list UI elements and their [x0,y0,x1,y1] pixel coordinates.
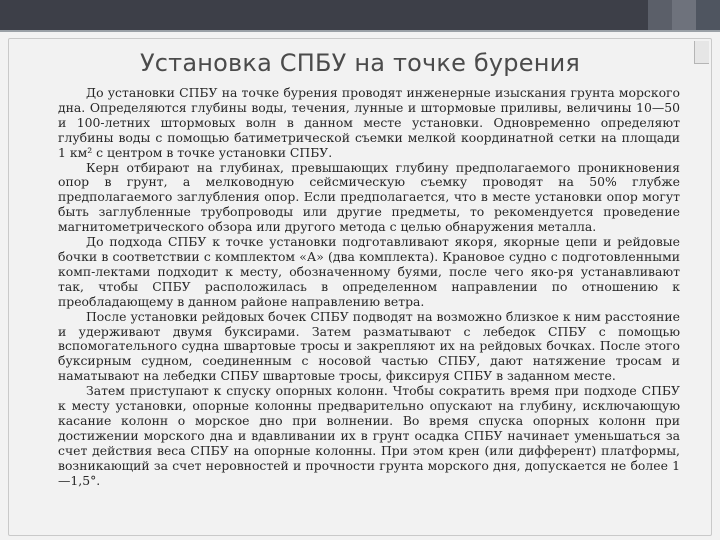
decorative-divider [0,30,720,32]
decorative-square [672,0,696,30]
paragraph-anchor-preparation: До подхода СПБУ к точке установки подготавливают якоря, якорные цепи и рейдовые бочки в соответствии с комплектом «А» (два комплекта). Крановое судно с подготовленными комп-лектами подходит к месту, обозначенному буями, после чего яко-ря устанавливают так, чтобы СПБУ расположилась в определенном направлении по отношению к преобладающему в данном районе направлению ветра. [58,234,680,309]
paragraph-leg-lowering: Затем приступают к спуску опорных колонн. Чтобы сократить время при подходе СПБУ к месту установки, опорные колонны предварительно опускают на глубину, исключающую касание колонн о морское дно при волнении. Во время спуска опорных колонн при достижении морского дна и вдавливании их в грунт осадка СПБУ начинает уменьшаться за счет действия веса СПБУ на опорные колонны. При этом крен (или дифферент) платформы, возникающий за счет неровностей и прочности грунта морского дня, допускается не более 1 —1,5°. [58,383,680,488]
paragraph-survey: До установки СПБУ на точке бурения проводят инженерные изыскания грунта морского дна. Определяются глубины воды, течения, лунные и штормовые приливы, величины 10—50 и 100-летних штормовых волн в данном месте установки. Одновременно определяют глубины воды с помощью батиметрической съемки мелкой координатной сетки на площади 1 км² с центром в точке установки СПБУ. [58,85,680,160]
top-decorative-band [0,0,720,30]
slide-title: Установка СПБУ на точке бурения [139,49,581,77]
paragraph-mooring: После установки рейдовых бочек СПБУ подводят на возможно близкое к ним расстояние и удерживают двумя буксирами. Затем разматывают с лебедок СПБУ с помощью вспомогательного судна швартовые тросы и закрепляют их на рейдовых бочках. После этого буксирным судном, соединенным с носовой частью СПБУ, дают натяжение тросам и наматывают на лебедки СПБУ швартовые тросы, фиксируя СПБУ в заданном месте. [58,308,680,384]
decorative-square [648,0,672,30]
decorative-square [696,0,720,30]
slide-body [58,86,680,488]
paragraph-core-sampling: Керн отбирают на глубинах, превышающих глубину предполагаемого проникновения опор в грунт, а мелководную сейсмическую съемку проводят на 50% глубже предполагаемого заглубления опор. Если предполагается, что в месте установки опор могут быть заглубленные трубопроводы или другие предметы, то рекомендуется проведение магнитометрического обзора или другого метода с целью обнаружения металла. [58,159,680,235]
